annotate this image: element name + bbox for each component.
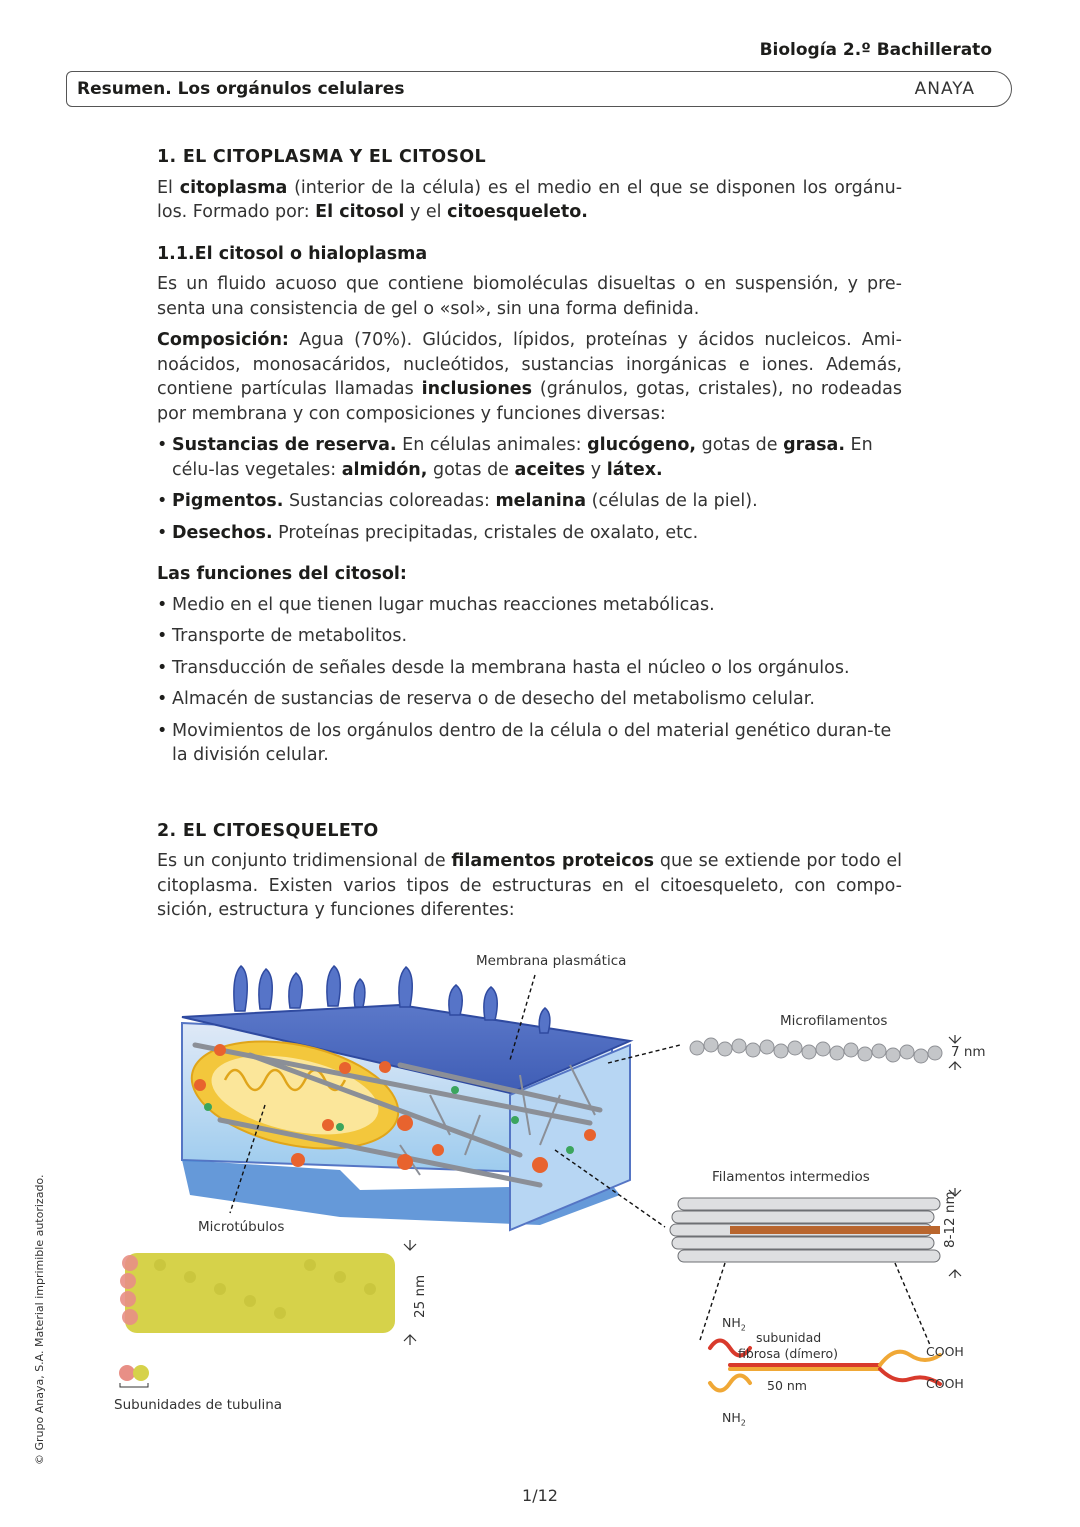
microtubules-size: 25 nm bbox=[412, 1274, 428, 1318]
list-item: • Pigmentos. Sustancias coloreadas: melanina (células de la piel). bbox=[157, 489, 902, 514]
functions-list bbox=[157, 593, 902, 768]
subject-title: Biología 2.º Bachillerato bbox=[759, 40, 992, 60]
nh2-top-label: $NH_2$ bbox=[722, 1315, 746, 1333]
intermediate-filaments-size: 8-12 nm bbox=[942, 1191, 958, 1248]
list-item: • Almacén de sustancias de reserva o de desecho del metabolismo celular. bbox=[157, 687, 902, 712]
subunit-label-line2: fibrosa (dímero) bbox=[738, 1346, 839, 1361]
list-item: • Desechos. Proteínas precipitadas, cristales de oxalato, etc. bbox=[157, 521, 902, 546]
copyright-note: © Grupo Anaya, S.A. Material imprimible autorizado. bbox=[33, 1174, 46, 1465]
section-1-intro: El citoplasma (interior de la célula) es el medio en el que se disponen los orgánu-los. Formado por: El citosol y el citoesqueleto. bbox=[157, 177, 903, 222]
list-item: • Transporte de metabolitos. bbox=[157, 624, 902, 649]
membrane-label: Membrana plasmática bbox=[476, 953, 627, 969]
inclusions-list bbox=[157, 433, 902, 545]
list-item: • Movimientos de los orgánulos dentro de la célula o del material genético duran-te la división celular. bbox=[157, 719, 902, 768]
cooh-top-label: COOH bbox=[926, 1344, 964, 1359]
list-item: • Transducción de señales desde la membrana hasta el núcleo o los orgánulos. bbox=[157, 656, 902, 681]
citosol-description: Es un fluido acuoso que contiene biomoléculas disueltas o en suspensión, y pre-senta una consistencia de gel o «sol», sin una forma definida. bbox=[157, 274, 902, 319]
microfilaments-label: Microfilamentos bbox=[780, 1013, 888, 1029]
intermediate-filaments-label: Filamentos intermedios bbox=[712, 1169, 870, 1185]
cell-block bbox=[182, 966, 630, 1230]
microtubule-illustration bbox=[119, 1240, 416, 1387]
microfilaments-size: 7 nm bbox=[951, 1044, 986, 1060]
page-number: 1/12 bbox=[522, 1486, 558, 1505]
dimer-length-label: 50 nm bbox=[767, 1378, 807, 1393]
subsection-heading: 1.1.El citosol o hialoplasma bbox=[157, 243, 428, 264]
tubulin-label: Subunidades de tubulina bbox=[114, 1397, 283, 1413]
intermediate-filament-illustration bbox=[670, 1188, 961, 1278]
list-item: • Sustancias de reserva. En células animales: glucógeno, gotas de grasa. En célu-las vegetales: almidón, gotas de aceites y látex. bbox=[157, 433, 902, 482]
publisher-logo: ANAYA bbox=[914, 79, 975, 99]
subunit-label-line1: subunidad bbox=[756, 1330, 822, 1345]
microfilament-illustration bbox=[690, 1035, 961, 1070]
nh2-bottom-label: $NH_2$ bbox=[722, 1410, 746, 1428]
section-2-intro: Es un conjunto tridimensional de filamentos proteicos que se extiende por todo el citoplasma. Existen varios tipos de estructuras en el citoesqueleto, con compo-sición, estructura y funciones diferentes: bbox=[157, 851, 902, 920]
section-1-heading: 1. EL CITOPLASMA Y EL CITOSOL bbox=[157, 147, 486, 167]
main-content bbox=[157, 145, 902, 930]
list-item: • Medio en el que tienen lugar muchas reacciones metabólicas. bbox=[157, 593, 902, 618]
header-bar bbox=[66, 71, 1012, 107]
cooh-bottom-label: COOH bbox=[926, 1376, 964, 1391]
document-title: Resumen. Los orgánulos celulares bbox=[77, 79, 405, 99]
cytoskeleton-diagram bbox=[100, 945, 1000, 1428]
microtubules-label: Microtúbulos bbox=[198, 1219, 285, 1235]
functions-heading: Las funciones del citosol: bbox=[157, 564, 407, 584]
composition-paragraph: Composición: Agua (70%). Glúcidos, lípidos, proteínas y ácidos nucleicos. Ami-noácidos, monosacáridos, nucleótidos, sustancias inorgánicas e iones. Además, contiene partículas llamadas inclusiones (gránulos, gotas, cristales), no rodeadas por membrana y con composiciones y funciones diversas: bbox=[157, 330, 902, 424]
section-2-heading: 2. EL CITOESQUELETO bbox=[157, 820, 379, 841]
